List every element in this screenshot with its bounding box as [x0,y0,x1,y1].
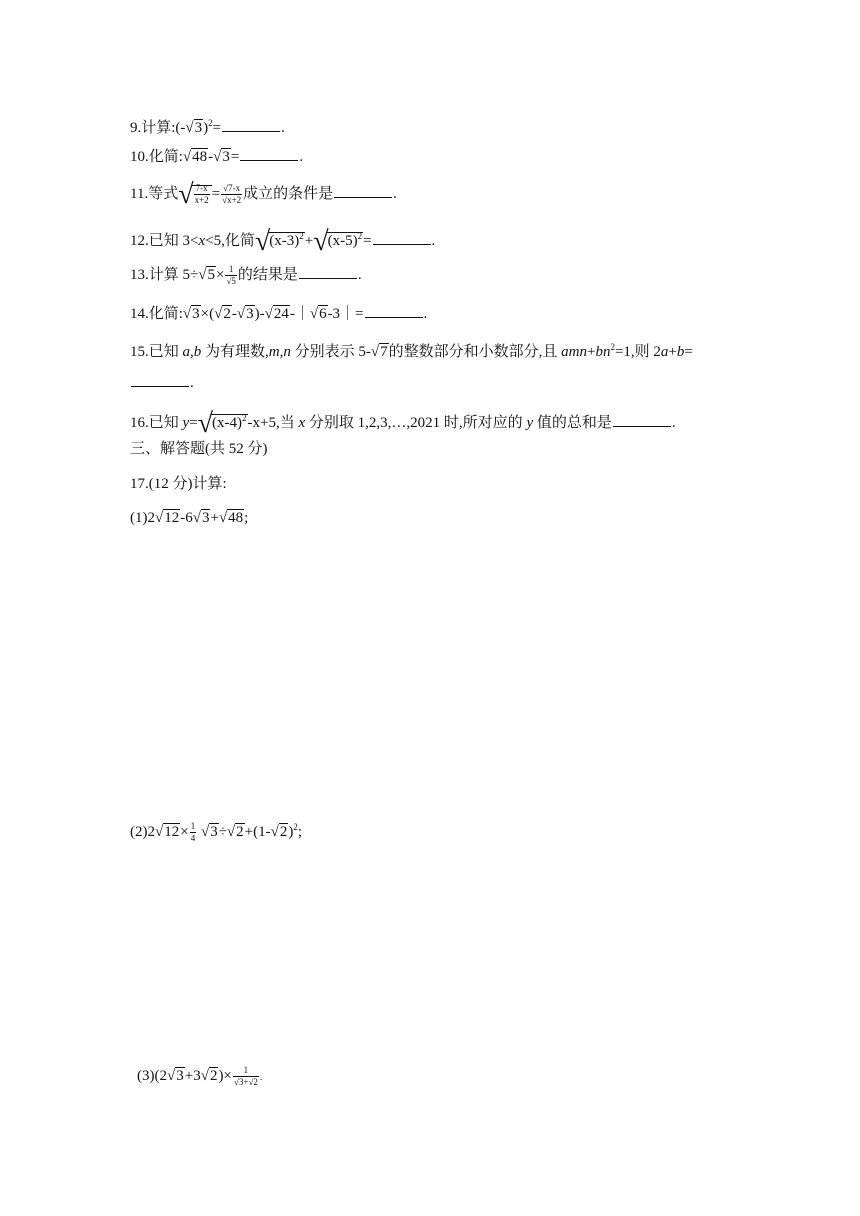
q12-radicand-1-text: (x-3) [269,233,300,249]
q12-radicand-2-text: (x-5) [327,233,358,249]
sqrt-icon: √ [254,226,271,257]
q10-minus: - [208,149,214,165]
q14-op-2: - [231,306,237,322]
q13-result-text: 的结果是 [237,267,298,283]
sqrt-icon: √ [200,1067,209,1084]
p3-radicand-1: 3 [176,1067,184,1084]
q12-equals: = [363,233,372,249]
q10-end: . [299,149,304,165]
q13-times: × [215,267,225,283]
question-9 [130,113,285,138]
q16-radicand-text: (x-4) [212,415,243,431]
q14-radicand-5: 6 [319,306,327,322]
q14-radicand-1: 3 [192,306,200,322]
p1-op-2: + [210,510,219,526]
sqrt-icon: √ [155,824,164,840]
answer-blank[interactable] [334,183,392,198]
question-10 [130,146,303,167]
p3-end: . [259,1071,263,1082]
p1-op-1: -6 [180,510,193,526]
q15-var-a: a [660,344,669,360]
p1-radicand-2: 3 [201,510,210,526]
q15-plus-2: + [668,344,677,360]
q16-text: 16.已知 [130,415,183,431]
question-15 [130,337,693,362]
sqrt-icon: √ [313,226,329,257]
q16-text-3: 分别取 1,2,3,…,2021 时,所对应的 [305,415,527,431]
q10-radicand-1: 48 [192,149,208,165]
p2-radicand-4: 2 [279,824,288,840]
q15-plus: + [586,344,596,360]
q16-end: . [671,415,676,431]
part-3 [137,1065,262,1088]
sqrt-icon: √ [197,408,214,439]
q15-text-5: =1,则 2 [614,344,661,360]
q9-paren: ) [203,120,209,136]
q11-sqrt-fraction [192,183,212,206]
sqrt-icon: √ [192,510,201,526]
answer-blank[interactable] [131,372,189,387]
q14-op-3: )- [254,306,265,322]
fraction [233,1065,259,1088]
sqrt-icon: √ [218,510,228,526]
q15-text-3: 的整数部分和小数部分,且 [388,344,562,360]
sqrt-icon: √ [226,824,236,840]
q15-vars-ab: a,b [182,344,202,360]
p2-end: ; [297,824,303,840]
q15-radicand: 7 [380,344,388,360]
q16-var-y: y [182,415,190,431]
answer-blank[interactable] [222,117,280,132]
answer-blank[interactable] [240,146,298,161]
q12-plus: + [304,233,314,249]
q15-end: . [190,375,194,391]
question-11 [130,179,397,210]
q12-exponent-2: 2 [357,231,363,241]
q15-var-b: b [676,344,685,360]
q16-text-4: 值的总和是 [533,415,612,431]
fraction [190,821,197,844]
p1-radicand-1: 12 [164,510,180,526]
sqrt-icon: √ [270,824,279,840]
p1-text: (1)2 [130,510,155,526]
q14-text: 14.化简: [130,306,183,322]
q12-exponent-1: 2 [299,231,304,241]
fraction [221,183,242,206]
fraction-denominator: x+2 [194,195,209,206]
q11-condition-text: 成立的条件是 [243,186,334,202]
q12-end: . [431,233,436,249]
q14-end: . [423,306,428,322]
p3-den-radicand-2: 2 [253,1077,258,1087]
fraction [225,264,236,287]
fraction-denominator: 4 [190,833,196,844]
answer-blank[interactable] [299,264,357,279]
question-14 [130,303,427,324]
q16-text-2: -x+5,当 [247,415,299,431]
q9-radicand: 3 [194,120,203,136]
question-16 [130,408,676,439]
q9-exponent: 2 [208,118,213,128]
q12-var-x: x [198,233,206,249]
p3-op-2: )× [218,1067,232,1084]
question-12 [130,226,436,257]
q14-radicand-4: 24 [273,306,289,322]
p2-radicand-3: 2 [236,824,244,840]
p2-times: × [180,824,189,840]
p3-op-1: +3 [184,1067,201,1084]
q15-term-amn: amn [561,344,587,360]
sqrt-icon: √ [178,179,194,210]
q10-text: 10.化简: [130,149,183,165]
q13-den-radicand: 5 [231,276,236,287]
fraction-numerator: 7-x [194,183,210,195]
sqrt-icon: √ [309,306,319,322]
sqrt-icon: √ [155,510,164,526]
q11-text: 11.等式 [130,186,179,202]
q15-equals: = [684,344,693,360]
q11-den-radicand: x+2 [227,195,242,206]
p2-paren: ) [288,824,294,840]
q15-term-bn: bn [595,344,611,360]
question-17-title: 17.(12 分)计算: [130,476,227,492]
q16-equals: = [189,415,198,431]
p3-radicand-2: 2 [209,1067,218,1084]
q16-var-y2: y [526,415,534,431]
sqrt-icon: √ [264,306,273,322]
p2-text: (2)2 [130,824,155,840]
answer-blank[interactable] [613,412,671,427]
fraction-denominator: √5 [226,276,236,287]
p2-radicand-1: 12 [164,824,180,840]
sqrt-icon: √ [214,306,223,322]
fraction-numerator: 1 [233,1065,259,1077]
sqrt-icon: √ [182,306,192,322]
q12-text-2: <5,化简 [205,233,255,249]
section-heading: 三、解答题(共 52 分) [130,441,268,457]
q10-equals: = [230,149,240,165]
q13-end: . [357,267,362,283]
q16-exponent: 2 [242,413,247,423]
q12-radicand-2 [327,232,364,249]
q15-vars-mn: m,n [268,344,291,360]
sqrt-icon: √ [185,120,194,136]
question-15-cont [130,372,194,393]
fraction [194,183,210,206]
q11-end: . [393,186,397,202]
fraction-numerator: 1 [190,821,196,832]
part-2 [130,817,302,844]
q9-equals: = [212,120,222,136]
part-1 [130,508,248,528]
q9-end: . [281,120,285,136]
q12-text: 12.已知 3< [130,233,199,249]
q14-op-1: ×( [200,306,215,322]
fraction-denominator: √3+√2 [233,1077,258,1087]
sqrt-icon: √ [213,149,222,165]
p2-op-1: +(1- [244,824,271,840]
q11-equals: = [211,186,221,202]
sqrt-icon: √ [182,149,192,165]
p3-den-radicand-1: 3 [238,1077,244,1087]
p1-end: ; [244,510,249,526]
question-13 [130,264,362,287]
p3-den-plus: + [243,1077,249,1087]
p3-text: (3)(2 [137,1067,167,1084]
q9-text: 9.计算:(- [130,120,186,136]
sqrt-icon: √ [198,267,207,283]
q14-radicand-3: 3 [246,306,254,322]
p2-exponent: 2 [293,822,298,832]
q10-radicand-2: 3 [222,149,230,165]
answer-blank[interactable] [365,303,423,318]
q16-var-x: x [298,415,306,431]
q15-text-1: 为有理数, [201,344,269,360]
p1-radicand-3: 48 [228,510,244,526]
q14-op-4: -｜ [289,306,310,322]
q12-radicand-1 [268,232,305,249]
sqrt-icon: √ [200,824,210,840]
p2-divide: ÷ [218,824,227,840]
q11-num-radicand: 7-x [228,183,241,194]
q14-op-5: -3｜= [327,306,364,322]
sqrt-icon: √ [236,306,246,322]
fraction-denominator: √x+2 [222,195,242,206]
answer-blank[interactable] [373,230,431,245]
q13-radicand: 5 [207,267,215,283]
sqrt-icon: √ [167,1067,176,1084]
q16-radicand [211,414,248,431]
sqrt-icon: √ [370,344,380,360]
fraction-numerator: 1 [225,264,236,276]
q15-exponent: 2 [610,342,615,352]
q13-text: 13.计算 5÷ [130,267,199,283]
fraction-numerator: √7-x [221,183,242,195]
q14-radicand-2: 2 [223,306,231,322]
p2-radicand-2: 3 [210,824,218,840]
q15-text-2: 分别表示 5- [290,344,371,360]
q15-text: 15.已知 [130,344,183,360]
